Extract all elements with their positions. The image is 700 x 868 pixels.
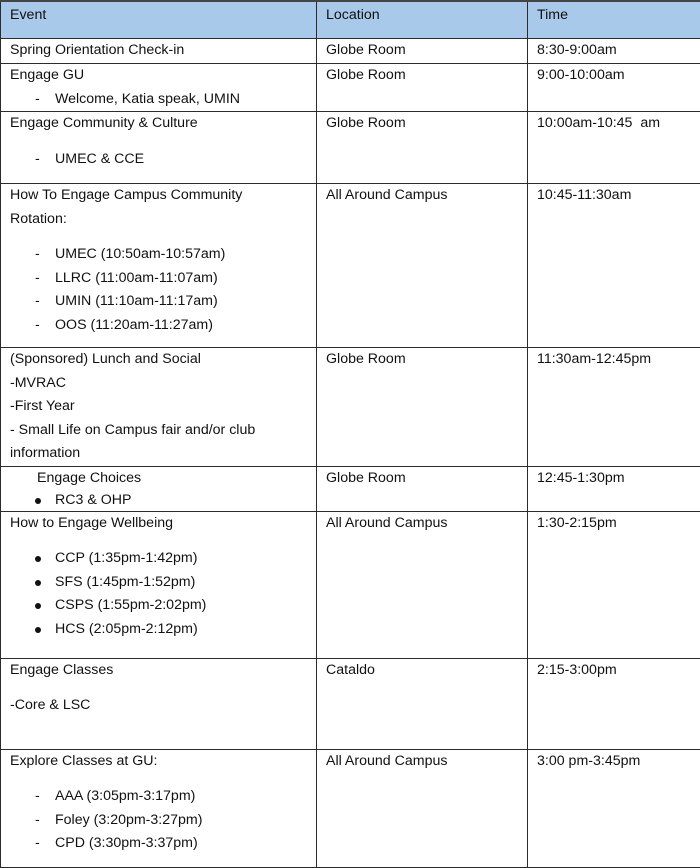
sub-item: - LLRC (11:00am-11:07am) [10, 267, 308, 291]
event-cell [1, 39, 317, 64]
table-row [1, 184, 700, 348]
time-cell: 9:00-10:00am [528, 64, 700, 112]
table-row [1, 112, 700, 184]
event-cell [1, 658, 317, 749]
sub-item-list [10, 243, 308, 337]
time-cell: 8:30-9:00am [528, 39, 700, 64]
event-cell [1, 348, 317, 467]
sub-item: - Welcome, Katia speak, UMIN [10, 88, 308, 112]
table-row [1, 39, 700, 64]
sub-item: RC3 & OHP [10, 489, 308, 511]
event-title: Explore Classes at GU: [10, 750, 308, 774]
bullet-marker-icon [35, 571, 47, 586]
time-cell: 12:45-1:30pm [528, 466, 700, 511]
location-cell: All Around Campus [317, 184, 528, 348]
sub-item-list [10, 547, 308, 641]
bullet-marker-icon [35, 594, 47, 609]
event-cell [1, 184, 317, 348]
column-header-location: Location [317, 1, 528, 39]
sub-item-list [10, 489, 308, 511]
table-row [1, 511, 700, 658]
event-title: Engage Choices [10, 467, 308, 489]
time-cell: 10:00am-10:45 am [528, 112, 700, 184]
event-cell [1, 112, 317, 184]
dash-marker-icon: - [35, 88, 47, 112]
event-title: Engage GU [10, 64, 308, 88]
table-row [1, 466, 700, 511]
sub-item: - AAA (3:05pm-3:17pm) [10, 785, 308, 809]
time-cell: 2:15-3:00pm [528, 658, 700, 749]
location-cell: Cataldo [317, 658, 528, 749]
event-line: -Core & LSC [10, 694, 308, 718]
time-cell: 10:45-11:30am [528, 184, 700, 348]
sub-item: - OOS (11:20am-11:27am) [10, 314, 308, 338]
location-cell: Globe Room [317, 348, 528, 467]
header-row [1, 1, 700, 39]
location-cell: Globe Room [317, 64, 528, 112]
time-cell: 1:30-2:15pm [528, 511, 700, 658]
table-row [1, 348, 700, 467]
sub-item: CCP (1:35pm-1:42pm) [10, 547, 308, 571]
dash-marker-icon: - [35, 809, 47, 833]
dash-marker-icon: - [35, 148, 47, 172]
sub-item: - Foley (3:20pm-3:27pm) [10, 809, 308, 833]
sub-item: SFS (1:45pm-1:52pm) [10, 571, 308, 595]
event-title: Spring Orientation Check-in [10, 42, 184, 58]
sub-item: - UMIN (11:10am-11:17am) [10, 290, 308, 314]
location-cell: Globe Room [317, 39, 528, 64]
dash-marker-icon: - [35, 243, 47, 267]
bullet-marker-icon [35, 547, 47, 562]
table-row [1, 749, 700, 867]
location-cell: Globe Room [317, 112, 528, 184]
location-cell: All Around Campus [317, 749, 528, 867]
bullet-marker-icon [35, 489, 47, 504]
dash-marker-icon: - [35, 785, 47, 809]
sub-item-list [10, 88, 308, 112]
table-row [1, 658, 700, 749]
sub-item-list [10, 785, 308, 856]
location-cell: Globe Room [317, 466, 528, 511]
column-header-time: Time [528, 1, 700, 39]
table-row [1, 64, 700, 112]
column-header-event: Event [1, 1, 317, 39]
sub-item: CSPS (1:55pm-2:02pm) [10, 594, 308, 618]
bullet-marker-icon [35, 618, 47, 633]
event-cell [1, 511, 317, 658]
dash-marker-icon: - [35, 267, 47, 291]
dash-marker-icon: - [35, 314, 47, 338]
sub-item: - UMEC (10:50am-10:57am) [10, 243, 308, 267]
sub-item-list [10, 148, 308, 172]
event-line: - Small Life on Campus fair and/or club information [10, 419, 308, 466]
event-cell [1, 64, 317, 112]
time-cell: 3:00 pm-3:45pm [528, 749, 700, 867]
event-line: -First Year [10, 395, 308, 419]
sub-item: - UMEC & CCE [10, 148, 308, 172]
sub-item: HCS (2:05pm-2:12pm) [10, 618, 308, 642]
event-title: How To Engage Campus Community Rotation: [10, 184, 308, 231]
dash-marker-icon: - [35, 832, 47, 856]
event-title: Engage Classes [10, 659, 308, 683]
location-cell: All Around Campus [317, 511, 528, 658]
sub-item: - CPD (3:30pm-3:37pm) [10, 832, 308, 856]
event-title: How to Engage Wellbeing [10, 512, 308, 536]
event-line: -MVRAC [10, 372, 308, 396]
event-title: (Sponsored) Lunch and Social [10, 348, 308, 372]
event-cell [1, 466, 317, 511]
time-cell: 11:30am-12:45pm [528, 348, 700, 467]
event-title: Engage Community & Culture [10, 112, 308, 136]
event-cell [1, 749, 317, 867]
dash-marker-icon: - [35, 290, 47, 314]
